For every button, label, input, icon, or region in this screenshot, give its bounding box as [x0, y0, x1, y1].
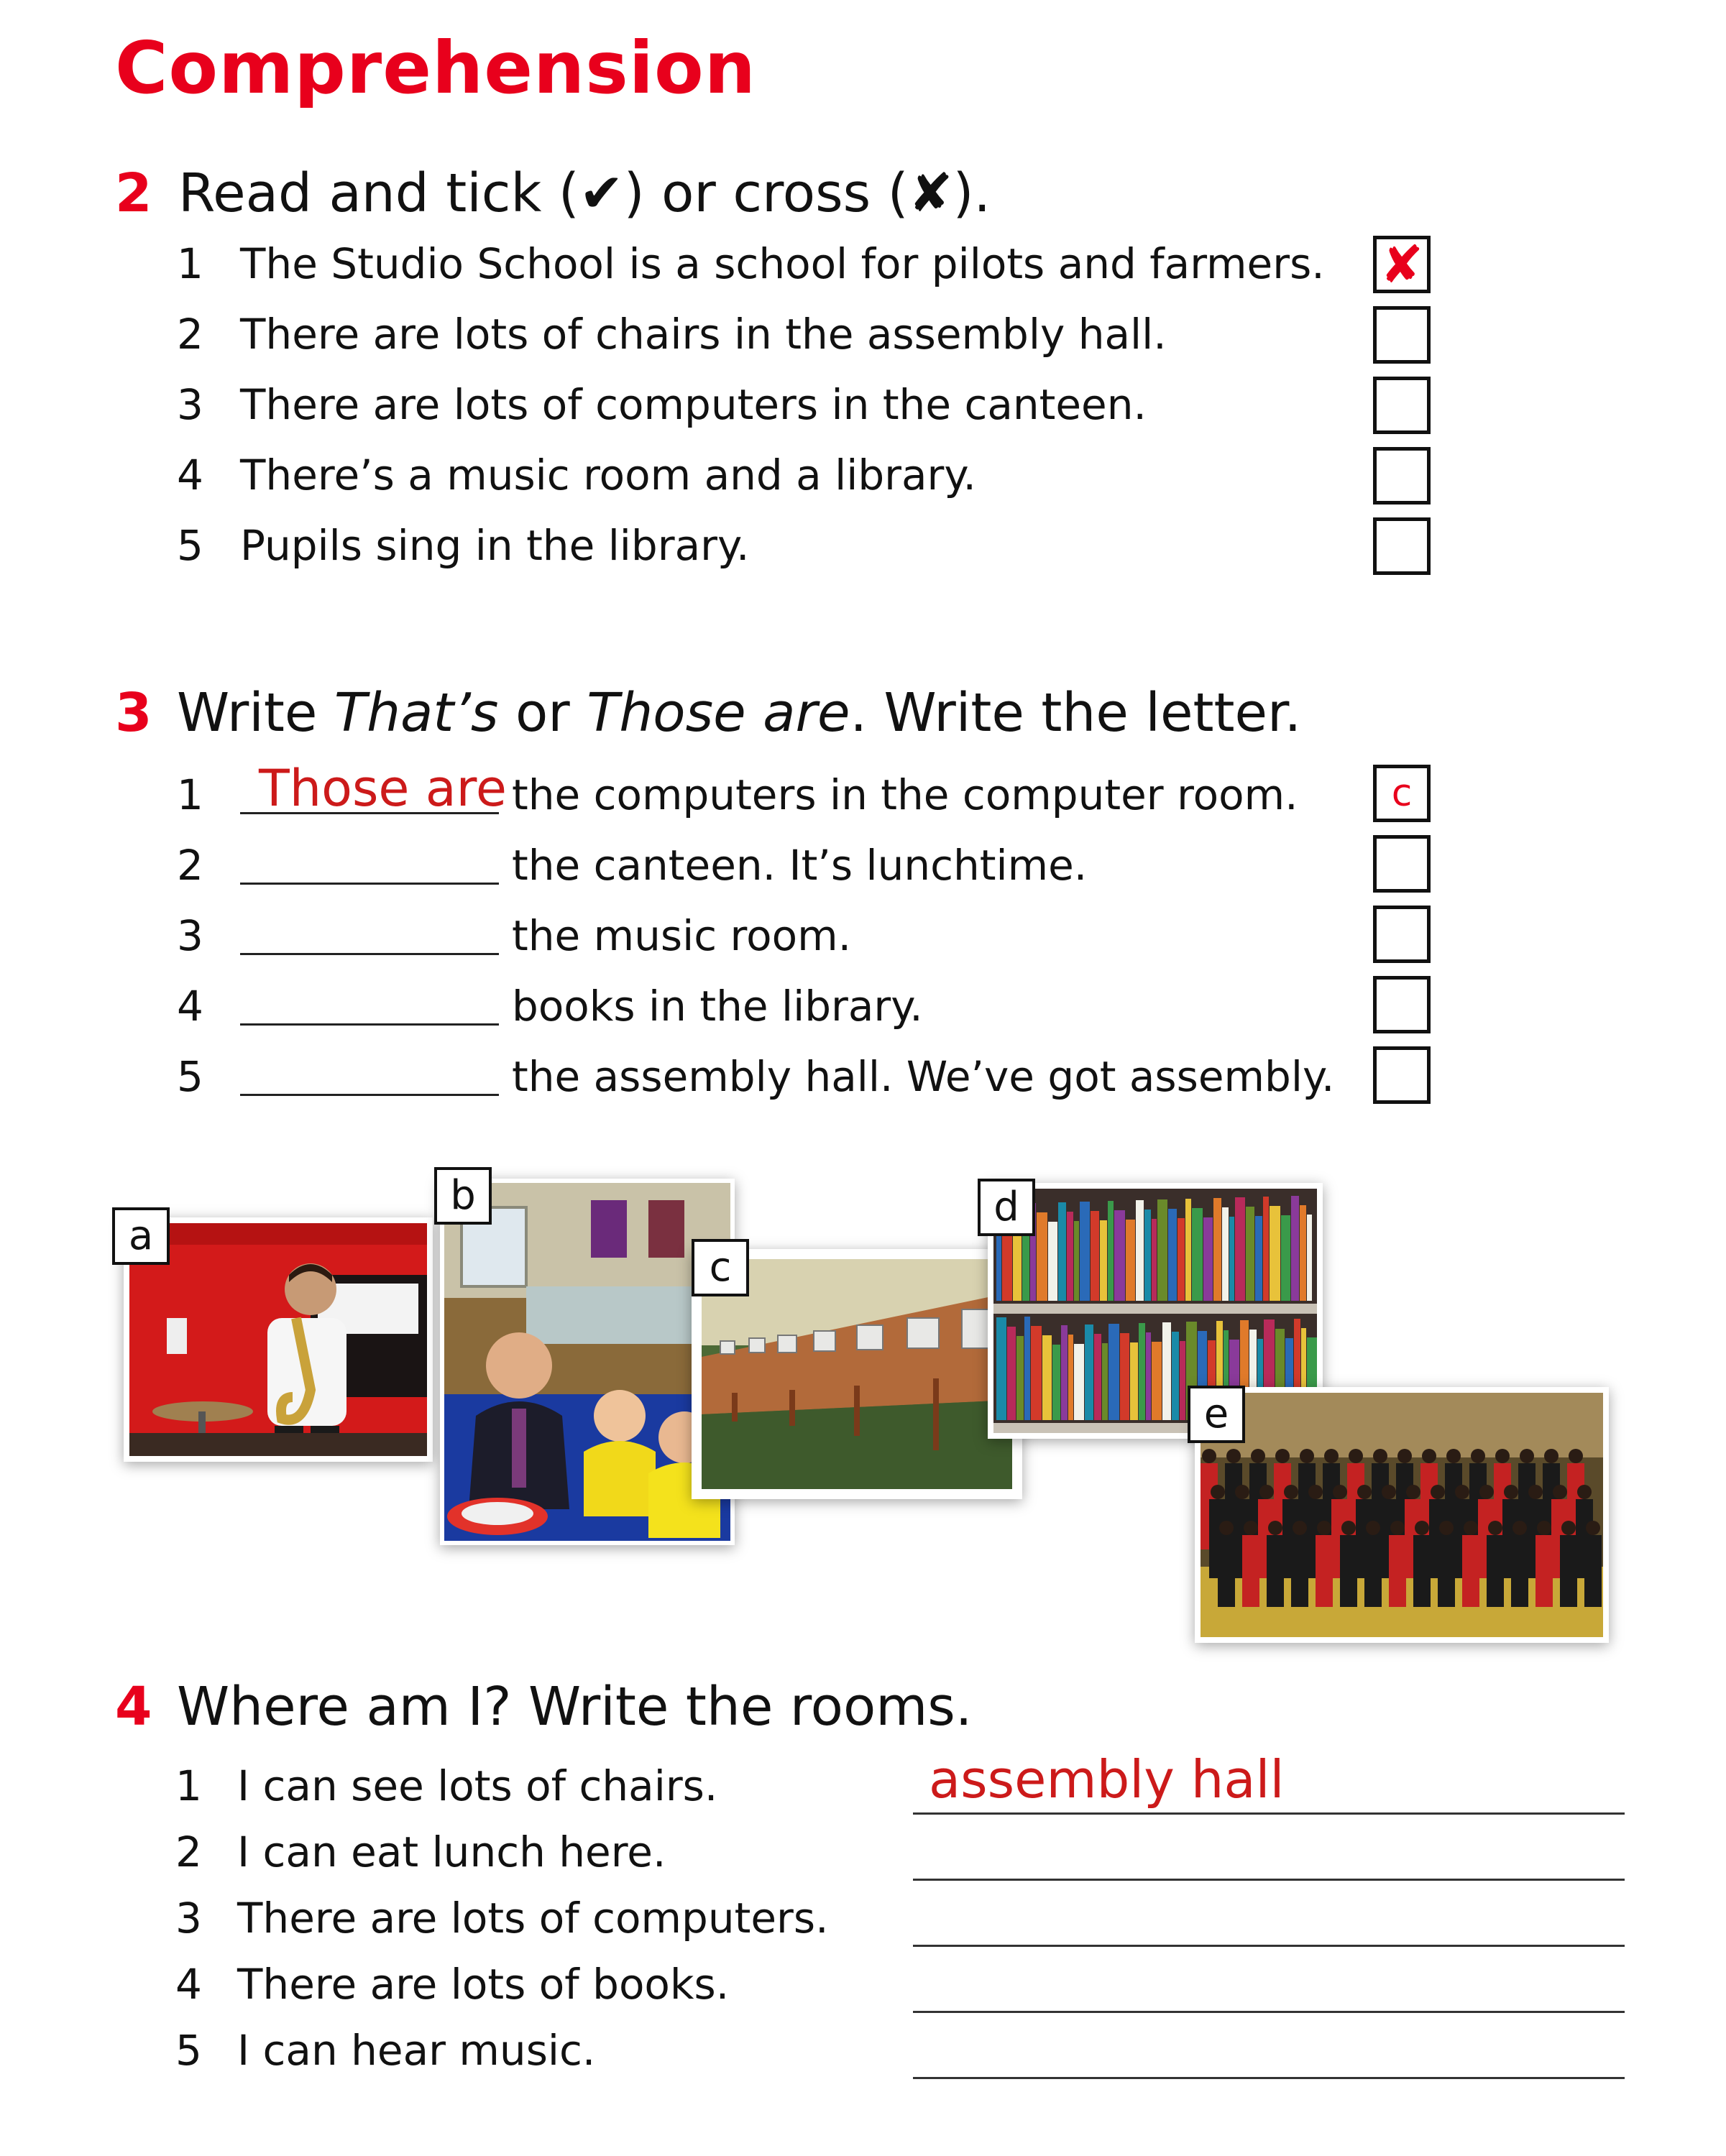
book-spine	[1037, 1212, 1047, 1301]
book-spine	[1067, 1212, 1073, 1301]
answer-blank[interactable]	[240, 883, 499, 885]
page-title: Comprehension	[115, 26, 756, 110]
item-number: 1	[177, 239, 203, 288]
item-number: 2	[177, 841, 203, 890]
book-spine	[1152, 1342, 1162, 1420]
book-spine	[1152, 1219, 1157, 1301]
book-spine	[1120, 1333, 1129, 1420]
instruction-part: or	[498, 682, 587, 744]
item-text: The Studio School is a school for pilots and farmers.	[240, 239, 1325, 288]
book-spine	[1085, 1325, 1093, 1420]
item-text: There are lots of chairs in the assembly hall.	[240, 310, 1167, 359]
exercise-3-instruction	[177, 682, 1302, 744]
book-spine	[1048, 1222, 1057, 1301]
answer-box[interactable]	[1373, 517, 1431, 575]
item-number: 3	[177, 911, 203, 960]
exercise-2-instruction: Read and tick (✔) or cross (✘).	[178, 162, 991, 224]
book-spine	[1091, 1211, 1099, 1301]
item-text: There’s a music room and a library.	[240, 451, 976, 499]
book-spine	[1180, 1341, 1185, 1420]
instruction-part: Those are	[587, 682, 850, 744]
book-spine	[1080, 1202, 1090, 1301]
instruction-part: That’s	[334, 682, 499, 744]
answer-line[interactable]	[913, 1812, 1625, 1815]
item-text: There are lots of computers in the canteen.	[240, 380, 1147, 429]
item-number: 5	[177, 1052, 203, 1101]
answer-line[interactable]	[913, 1945, 1625, 1947]
book-spine	[1162, 1322, 1171, 1420]
book-spine	[1144, 1210, 1151, 1301]
book-spine	[1007, 1327, 1016, 1420]
book-spine	[1291, 1196, 1299, 1301]
book-spine	[1108, 1324, 1119, 1420]
photo-label-c: c	[692, 1239, 749, 1296]
item-text: the music room.	[512, 911, 852, 960]
exercise-4-number: 4	[115, 1676, 152, 1738]
photo-label-d: d	[978, 1179, 1035, 1236]
book-spine	[1300, 1205, 1306, 1301]
book-spine	[1178, 1218, 1185, 1301]
book-spine	[1222, 1207, 1229, 1301]
letter-box[interactable]	[1373, 835, 1431, 893]
answer-box[interactable]	[1373, 236, 1431, 293]
assembly-hall-picture	[1195, 1387, 1609, 1643]
written-answer: assembly hall	[929, 1749, 1285, 1810]
written-answer: Those are	[259, 759, 507, 818]
exercise-3-number: 3	[115, 682, 152, 744]
letter-box[interactable]	[1373, 976, 1431, 1033]
book-spine	[1100, 1220, 1107, 1301]
item-text: I can see lots of chairs.	[237, 1761, 718, 1810]
book-spine	[1058, 1202, 1066, 1301]
book-spine	[1136, 1200, 1144, 1301]
item-text: the computers in the computer room.	[512, 770, 1298, 819]
answer-blank[interactable]	[240, 812, 499, 814]
photo-assembly-hall	[1195, 1387, 1609, 1643]
item-number: 4	[175, 1960, 202, 2009]
book-spine	[1130, 1342, 1138, 1420]
answer-box[interactable]	[1373, 447, 1431, 505]
exercise-4-instruction: Where am I? Write the rooms.	[177, 1676, 973, 1738]
answer-box[interactable]	[1373, 306, 1431, 364]
item-text: There are lots of books.	[237, 1960, 730, 2009]
book-spine	[1074, 1344, 1084, 1420]
book-spine	[1024, 1317, 1030, 1420]
cross-mark-icon: ✘	[1380, 234, 1424, 295]
item-text: the assembly hall. We’ve got assembly.	[512, 1052, 1335, 1101]
book-spine	[1172, 1332, 1179, 1420]
music-room-picture	[124, 1217, 433, 1462]
book-spine	[1235, 1197, 1245, 1301]
item-text: There are lots of computers.	[237, 1894, 829, 1943]
item-text: Pupils sing in the library.	[240, 521, 750, 570]
item-number: 1	[177, 770, 203, 819]
book-spine	[996, 1317, 1006, 1420]
answer-box[interactable]	[1373, 377, 1431, 434]
photo-label-a: a	[112, 1207, 170, 1265]
item-number: 5	[175, 2026, 202, 2075]
item-number: 2	[175, 1828, 202, 1876]
book-spine	[1052, 1345, 1060, 1420]
instruction-part: . Write the letter.	[850, 682, 1302, 744]
book-spine	[1042, 1335, 1052, 1420]
book-spine	[1307, 1215, 1312, 1301]
item-number: 2	[177, 310, 203, 359]
book-spine	[1126, 1220, 1135, 1301]
exercise-2-number: 2	[115, 162, 152, 224]
book-spine	[1270, 1206, 1280, 1301]
book-spine	[1139, 1323, 1145, 1420]
photo-music-room	[124, 1217, 433, 1462]
book-spine	[1031, 1326, 1042, 1420]
book-spine	[1229, 1217, 1234, 1301]
item-number: 4	[177, 982, 203, 1031]
item-number: 3	[177, 380, 203, 429]
item-number: 3	[175, 1894, 202, 1943]
item-number: 5	[177, 521, 203, 570]
instruction-part: Write	[177, 682, 334, 744]
book-spine	[1094, 1334, 1101, 1420]
book-spine	[1263, 1197, 1269, 1301]
book-spine	[1157, 1199, 1167, 1301]
letter-box[interactable]	[1373, 1046, 1431, 1104]
book-spine	[1213, 1198, 1221, 1301]
answer-blank[interactable]	[240, 1094, 499, 1096]
answer-line[interactable]	[913, 2077, 1625, 2079]
book-spine	[1074, 1221, 1079, 1301]
canteen-picture	[440, 1179, 735, 1545]
photo-label-e: e	[1188, 1386, 1245, 1443]
book-spine	[1203, 1217, 1213, 1301]
book-spine	[1114, 1210, 1125, 1301]
book-spine	[1068, 1335, 1073, 1420]
item-text: books in the library.	[512, 982, 923, 1031]
item-text: I can eat lunch here.	[237, 1828, 666, 1876]
answer-line[interactable]	[913, 1879, 1625, 1881]
answer-blank[interactable]	[240, 953, 499, 955]
book-spine	[1108, 1201, 1114, 1301]
letter-box[interactable]	[1373, 906, 1431, 963]
book-spine	[1281, 1215, 1290, 1301]
item-text: I can hear music.	[237, 2026, 596, 2075]
book-spine	[1168, 1209, 1177, 1301]
book-spine	[1185, 1199, 1191, 1301]
book-spine	[1061, 1325, 1068, 1420]
book-spine	[1146, 1332, 1151, 1420]
item-number: 4	[177, 451, 203, 499]
written-letter: c	[1391, 772, 1413, 815]
letter-box[interactable]	[1373, 765, 1431, 822]
book-spine	[1255, 1216, 1262, 1301]
book-spine	[1102, 1343, 1108, 1420]
book-spine	[1192, 1208, 1203, 1301]
book-spine	[1016, 1336, 1024, 1420]
answer-blank[interactable]	[240, 1023, 499, 1026]
photo-label-b: b	[434, 1167, 492, 1225]
item-text: the canteen. It’s lunchtime.	[512, 841, 1088, 890]
item-number: 1	[175, 1761, 202, 1810]
book-spine	[1246, 1207, 1254, 1301]
photo-canteen	[440, 1179, 735, 1545]
answer-line[interactable]	[913, 2011, 1625, 2013]
